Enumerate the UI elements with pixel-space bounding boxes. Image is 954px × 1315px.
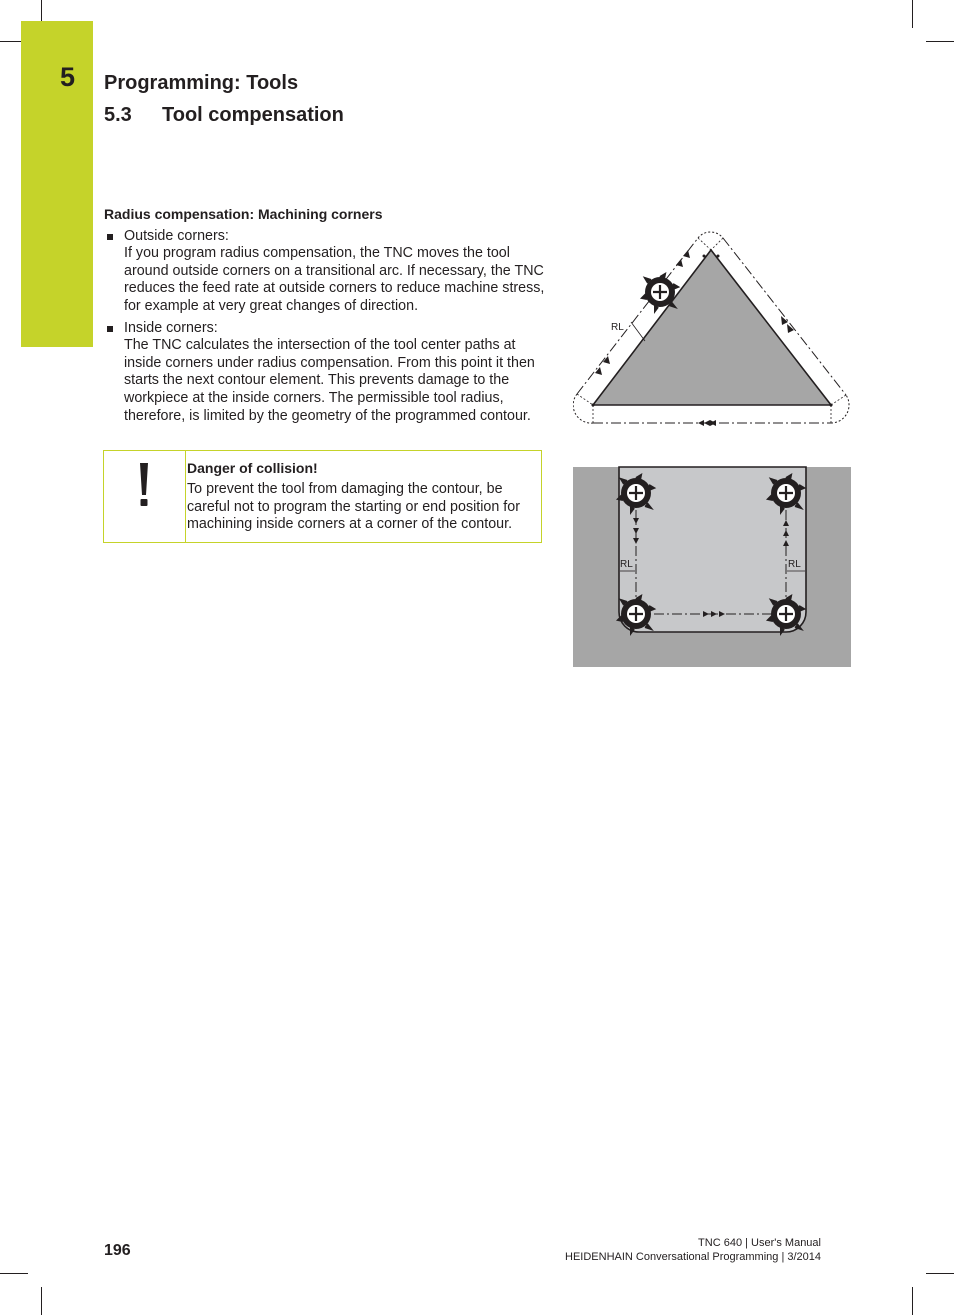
list-item	[104, 228, 546, 316]
crop-mark	[41, 1287, 42, 1315]
chapter-tab	[21, 21, 93, 347]
subheading: Radius compensation: Machining corners	[104, 206, 383, 222]
workpiece-triangle	[593, 250, 831, 405]
exclamation-icon	[137, 463, 151, 507]
footer-line-2: HEIDENHAIN Conversational Programming | 3/2014	[565, 1251, 821, 1263]
main-content	[104, 206, 546, 429]
bullet-square-icon	[107, 234, 113, 240]
bullet-text: The TNC calculates the intersection of the tool center paths at inside corners under radius compensation. From this point it then starts the next contour element. This prevents damage to the workpiece at the inside corners. The permissible tool radius, therefore, is limited by the geometry of the programmed contour.	[124, 337, 535, 424]
outside-corners-figure	[573, 228, 853, 428]
bullet-text: If you program radius compensation, the TNC moves the tool around outside corners on a transitional arc. If necessary, the TNC reduces the feed rate at outside corners to reduce machine stress, for example at very great changes of direction.	[124, 245, 545, 314]
milling-cutter-icon	[642, 274, 678, 311]
section-title: Tool compensation	[162, 104, 344, 126]
chapter-title: Programming: Tools	[104, 72, 299, 94]
warning-divider	[185, 451, 186, 542]
warning-box	[103, 450, 542, 543]
crop-mark	[912, 1287, 913, 1315]
bullet-label: Outside corners:	[124, 227, 229, 244]
page-number: 196	[104, 1242, 131, 1259]
warning-text: To prevent the tool from damaging the contour, be careful not to program the starting or end position for machining inside corners at a corner of the contour.	[187, 481, 520, 533]
crop-mark	[926, 41, 954, 42]
rl-label: RL	[611, 322, 624, 333]
bullet-label: Inside corners:	[124, 319, 218, 336]
list-item	[104, 320, 546, 426]
footer-line-1: TNC 640 | User's Manual	[698, 1237, 821, 1249]
section-number: 5.3	[104, 104, 132, 126]
bullet-square-icon	[107, 326, 113, 332]
crop-mark	[912, 0, 913, 28]
chapter-number: 5	[60, 62, 76, 92]
crop-mark	[0, 1273, 28, 1274]
footer-info	[565, 1236, 821, 1264]
inside-corners-figure	[573, 462, 851, 668]
crop-mark	[926, 1273, 954, 1274]
warning-title: Danger of collision!	[187, 460, 318, 476]
rl-label-left: RL	[620, 559, 633, 570]
rl-label-right: RL	[788, 559, 801, 570]
